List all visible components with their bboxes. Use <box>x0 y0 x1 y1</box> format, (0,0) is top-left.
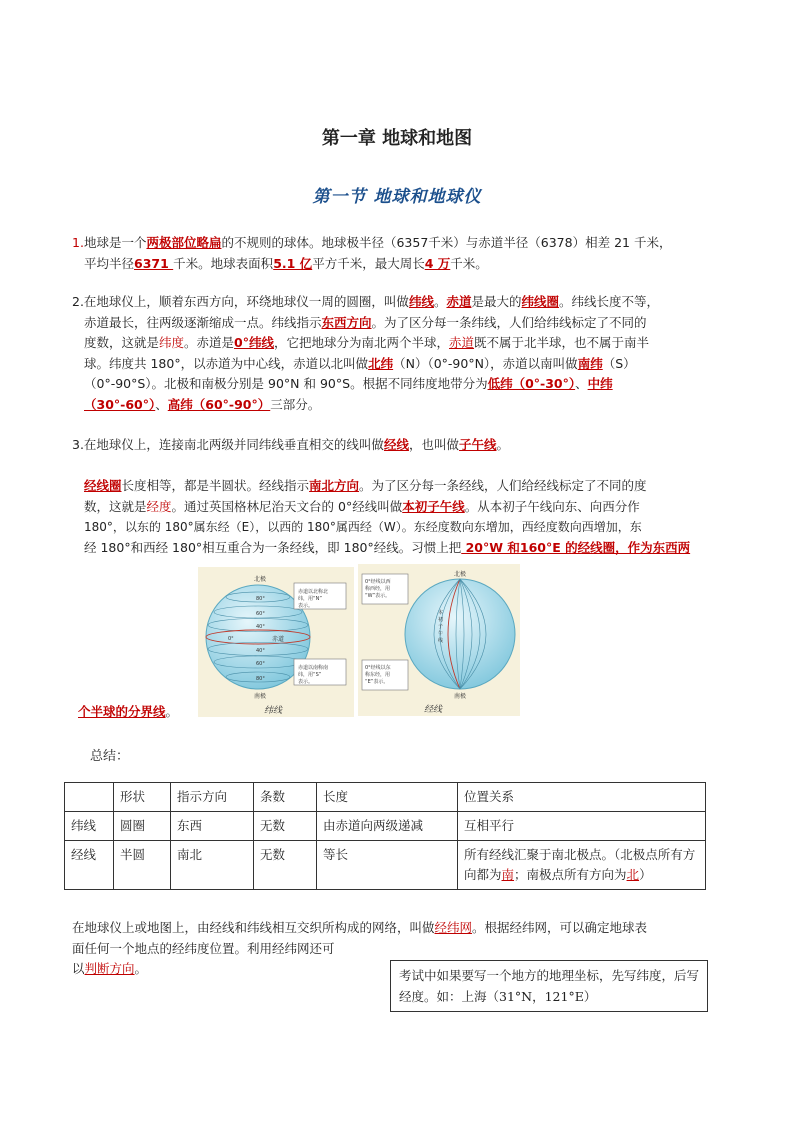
text: （0°-90°S）。北极和南极分别是 90°N 和 90°S。根据不同纬度地带分为 <box>84 376 488 391</box>
keyword: 东西方向 <box>321 314 372 330</box>
keyword: 纬线圈 <box>521 294 560 309</box>
lat-tick: 80° <box>256 596 265 602</box>
text: 以 <box>72 961 85 976</box>
text: 、 <box>155 396 168 412</box>
text: ，也叫做 <box>408 437 459 452</box>
keyword: 纬线 <box>408 294 434 309</box>
table-cell: 东西 <box>171 812 254 841</box>
keyword: 南纬 <box>577 355 603 371</box>
keyword: 6371 <box>134 255 174 271</box>
east-longitude-note: 0°经线以东称东经，用“E”表示。 <box>365 665 391 685</box>
term: 经纬网 <box>434 920 473 935</box>
keyword: 经线圈 <box>84 478 122 493</box>
lat-tick: 40° <box>256 648 265 654</box>
lat-tick: 80° <box>256 676 265 682</box>
text: 。 <box>433 294 447 309</box>
equator-label: 赤道 <box>272 636 285 643</box>
text: 、 <box>575 376 588 391</box>
north-pole-label: 北极 <box>454 571 467 578</box>
longitude-globe-diagram <box>358 564 520 716</box>
north-latitude-note: 赤道以北称北纬，用“N”表示。 <box>298 589 329 609</box>
item-number: 1. <box>72 235 84 250</box>
text: 是最大的 <box>471 294 522 309</box>
text: 所有经线汇聚于南北极点。（北极点所有方向都为 <box>464 847 696 882</box>
text: 。纬线长度不等， <box>559 294 660 309</box>
text: 。根据经纬网，可以确定地球表 <box>472 920 648 935</box>
table-row <box>65 812 706 841</box>
chapter-title: 第一章 地球和地图 <box>321 128 473 149</box>
text: 。赤道是 <box>184 335 235 350</box>
keyword: 北纬 <box>368 355 394 371</box>
keyword: 5.1 亿 <box>273 255 313 271</box>
lat-tick: 40° <box>256 624 265 630</box>
text: 千米。 <box>450 255 488 271</box>
paragraph-meridian <box>72 435 722 456</box>
summary-label: 总结： <box>90 749 130 764</box>
text: 赤道最长，往两级逐渐缩成一点。纬线指示 <box>84 314 322 330</box>
header-cell: 形状 <box>114 783 171 812</box>
north-pole-label: 北极 <box>254 576 267 583</box>
text: 。 <box>496 437 509 452</box>
text: 。从本初子午线向东、向西分作 <box>464 498 640 514</box>
section-title: 第一节 地球和地球仪 <box>312 187 482 207</box>
header-cell <box>65 783 114 812</box>
keyword: 赤道 <box>446 294 472 309</box>
text: （N）（0°-90°N），赤道以南叫做 <box>393 355 578 371</box>
paragraph-earth-shape <box>72 233 722 274</box>
text: 度数，这就是 <box>84 335 160 350</box>
table-cell: 纬线 <box>65 812 114 841</box>
text: ） <box>639 867 652 882</box>
keyword: 两极部位略扁 <box>146 235 222 250</box>
keyword: 个半球的分界线 <box>78 704 166 719</box>
text: 既不属于北半球，也不属于南半 <box>474 335 650 350</box>
table-cell: 由赤道向两级递减 <box>317 812 458 841</box>
keyword: 南北方向 <box>309 478 360 493</box>
text: 数，这就是 <box>84 498 147 514</box>
keyword: 4 万 <box>424 255 451 271</box>
header-cell: 长度 <box>317 783 458 812</box>
text: 。为了区分每一条经线，人们给经线标定了不同的度 <box>359 478 647 493</box>
exam-tip-box: 考试中如果要写一个地方的地理坐标，先写纬度，后写经度。如：上海（31°N，121°E） <box>390 960 708 1012</box>
west-longitude-note: 0°经线以西称西经，用“W”表示。 <box>365 579 391 599</box>
text: 长度相等，都是半圆状。经线指示 <box>121 478 310 493</box>
text: 。 <box>165 704 179 719</box>
text: 。通过英国格林尼治天文台的 0°经线叫做 <box>171 498 403 514</box>
longitude-figure <box>358 564 520 716</box>
longitude-caption: 经线 <box>424 705 443 715</box>
header-cell: 指示方向 <box>171 783 254 812</box>
term: 经度 <box>146 498 172 514</box>
table-cell: 互相平行 <box>458 812 706 841</box>
keyword: 0°纬线 <box>234 335 274 350</box>
keyword: 低纬（0°-30°） <box>487 376 576 391</box>
table-cell-position <box>458 841 706 890</box>
lat-tick: 60° <box>256 611 265 617</box>
keyword: 中纬 <box>587 376 613 391</box>
table-cell: 半圆 <box>114 841 171 890</box>
table-cell: 圆圈 <box>114 812 171 841</box>
lat-tick: 0° <box>228 636 234 642</box>
latitude-globe-diagram <box>198 567 354 717</box>
south-pole-label: 南极 <box>254 693 267 700</box>
text: 在地球仪上或地图上，由经线和纬线相互交织所构成的网络，叫做 <box>72 920 435 935</box>
term: 判断方向 <box>84 961 135 976</box>
text: ，它把地球分为南北两个半球， <box>274 335 450 350</box>
keyword: 经线 <box>383 437 409 452</box>
table-cell: 南北 <box>171 841 254 890</box>
south-latitude-note: 赤道以南称南纬，用“S”表示。 <box>298 665 329 685</box>
keyword: 子午线 <box>458 437 497 452</box>
latitude-figure <box>198 567 354 717</box>
globe <box>405 579 515 689</box>
term: 北 <box>626 867 640 882</box>
header-cell: 位置关系 <box>458 783 706 812</box>
paragraph-latitude <box>72 292 722 415</box>
text: 3.在地球仪上，连接南北两级并同纬线垂直相交的线叫做 <box>72 437 384 452</box>
text: 。为了区分每一条纬线，人们给纬线标定了不同的 <box>371 314 647 330</box>
header-cell: 条数 <box>254 783 317 812</box>
text: 。 <box>134 961 148 976</box>
table-cell: 经线 <box>65 841 114 890</box>
text: 平方千米，最大周长 <box>312 255 425 271</box>
text: （S） <box>602 355 636 371</box>
latitude-caption: 纬线 <box>264 706 283 716</box>
text: 2.在地球仪上，顺着东西方向，环绕地球仪一周的圆圈，叫做 <box>72 294 409 309</box>
keyword: （30°-60°） <box>84 396 156 412</box>
prime-meridian-label: 本初子午线 <box>438 610 444 644</box>
term: 南 <box>501 867 515 882</box>
text: 平均半径 <box>84 255 135 271</box>
text: 180°，以东的 180°属东经（E），以西的 180°属西经（W）。东经度数向东增加，西经度数向西增加，东 <box>84 520 642 534</box>
paragraph-longitude-end <box>78 702 278 723</box>
table-cell: 等长 <box>317 841 458 890</box>
lat-tick: 60° <box>256 661 265 667</box>
text: 三部分。 <box>270 396 321 412</box>
text: 面任何一个地点的经纬度位置。利用经纬网还可 <box>72 940 335 956</box>
text: 地球是一个 <box>83 235 147 250</box>
text: 千米。地球表面积 <box>173 255 274 271</box>
table-row <box>65 841 706 890</box>
table-header-row <box>65 783 706 812</box>
keyword: 20°W 和160°E 的经线圈，作为东西两 <box>461 539 691 555</box>
keyword: 本初子午线 <box>402 498 465 514</box>
text: ；南极点所有方向为 <box>514 867 627 882</box>
term: 赤道 <box>449 335 475 350</box>
south-pole-label: 南极 <box>454 693 467 700</box>
term: 纬度 <box>159 335 185 350</box>
paragraph-longitude <box>72 476 724 558</box>
text: 经 180°和西经 180°相互重合为一条经线，即 180°经线。习惯上把 <box>84 539 462 555</box>
table-cell: 无数 <box>254 812 317 841</box>
keyword: 高纬（60°-90°） <box>167 396 271 412</box>
text: 球。纬度共 180°，以赤道为中心线，赤道以北叫做 <box>84 355 369 371</box>
text: 的不规则的球体。地球极半径（6357千米）与赤道半径（6378）相差 21 千米， <box>221 235 672 250</box>
summary-table <box>64 782 706 890</box>
table-cell: 无数 <box>254 841 317 890</box>
